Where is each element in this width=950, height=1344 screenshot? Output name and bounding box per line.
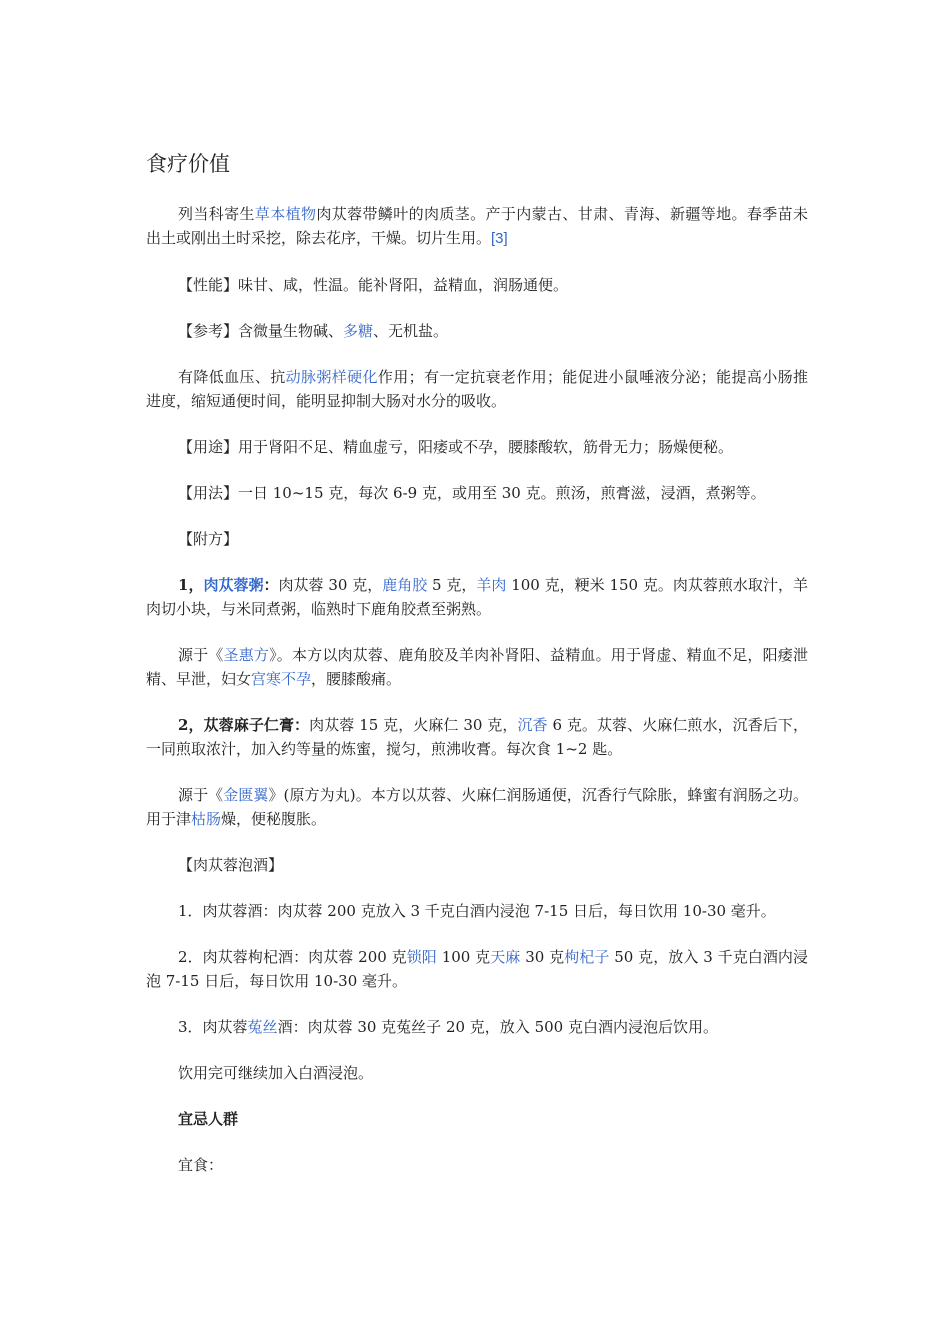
text: ，腰膝酸痛。 [311,670,402,688]
property-paragraph: 【性能】味甘、咸，性温。能补肾阳，益精血，润肠通便。 [178,276,569,294]
link-gastrodia[interactable]: 天麻 [490,948,521,966]
wine-note: 饮用完可继续加入白酒浸泡。 [178,1064,374,1082]
effects-paragraph [146,365,808,413]
link-mutton[interactable]: 羊肉 [476,576,507,594]
wine-heading: 【肉苁蓉泡酒】 [178,856,284,874]
usage-paragraph: 【用途】用于肾阳不足、精血虚亏，阳痿或不孕，腰膝酸软，筋骨无力；肠燥便秘。 [178,438,734,456]
reference-link[interactable]: [3] [491,230,508,247]
suitable-population-heading: 宜忌人群 [178,1110,239,1128]
text: 酒：肉苁蓉 30 克菟丝子 20 克，放入 500 克白酒内浸泡后饮用。 [277,1018,718,1036]
text: 源于《 [178,646,224,664]
text: 肉苁蓉 30 克， [278,576,383,594]
text: 【参考】含微量生物碱、 [178,322,344,340]
wine-recipe-1: 1．肉苁蓉酒：肉苁蓉 200 克放入 3 千克白酒内浸泡 7-15 日后，每日饮用 10-30 毫升。 [178,902,776,920]
reference-paragraph [146,319,808,343]
recipe-2-source [146,783,808,831]
text: 肉苁蓉带鳞叶的肉质茎。产于内蒙古、甘肃、青海、新疆等地。春季苗未出土或刚出土时采挖，除去花序，干燥。切片生用。 [146,205,808,247]
text: 、无机盐。 [373,322,449,340]
text: 3．肉苁蓉 [178,1018,248,1036]
text: 燥，便秘腹胀。 [221,810,327,828]
link-deer-antler-glue[interactable]: 鹿角胶 [382,576,428,594]
text: 列当科寄生 [178,205,255,223]
text: 50 克，放入 3 千克白酒内浸泡 7-15 日后，每日饮用 10-30 毫升。 [146,948,808,990]
link-jinkui-yi[interactable]: 金匮翼 [223,786,269,804]
page-title: 食疗价值 [146,152,230,176]
text: 100 克，粳米 150 克。肉苁蓉煎水取汁，羊肉切小块，与米同煮粥，临熟时下鹿角胶煮至粥熟。 [146,576,808,618]
text: 6 克。苁蓉、火麻仁煎水，沉香后下，一同煎取浓汁，加入约等量的炼蜜，搅匀，煎沸收膏。每次食 1~2 匙。 [146,716,808,758]
wine-recipe-2 [146,945,808,993]
text: 30 克 [520,948,565,966]
prescription-heading: 【附方】 [178,530,239,548]
text: 肉苁蓉 15 克，火麻仁 30 克， [309,716,518,734]
link-cynomorium[interactable]: 锁阳 [406,948,437,966]
intro-paragraph [146,202,808,251]
wine-recipe-3 [146,1015,808,1039]
link-polysaccharide[interactable]: 多糖 [343,322,374,340]
link-dodder[interactable]: 菟丝 [247,1018,278,1036]
text: ： [263,576,279,594]
recipe-number: 1， [178,576,204,594]
text: 有降低血压、抗 [178,368,286,386]
text: 源于《 [178,786,224,804]
text: 》(原方为丸)。本方以苁蓉、火麻仁润肠通便，沉香行气除胀，蜂蜜有润肠之功。用于津 [146,786,808,828]
suitable-food-label: 宜食： [178,1156,224,1174]
text: 作用；有一定抗衰老作用；能促进小鼠唾液分泌；能提高小肠推进度，缩短通便时间，能明显抑制大肠对水分的吸收。 [146,368,808,410]
link-agarwood[interactable]: 沉香 [517,716,548,734]
link-shenghui-fang[interactable]: 圣惠方 [223,646,270,664]
link-uterine-cold-infertility[interactable]: 宫寒不孕 [251,670,312,688]
text: 100 克 [436,948,491,966]
dosage-paragraph: 【用法】一日 10~15 克，每次 6-9 克，或用至 30 克。煎汤，煎膏滋，浸酒，煮粥等。 [178,484,766,502]
text: 》。本方以肉苁蓉、鹿角胶及羊肉补肾阳、益精血。用于肾虚、精血不足，阳痿泄精、早泄，妇女 [146,646,808,688]
recipe-2-paragraph [146,713,808,761]
link-dry-intestine[interactable]: 枯肠 [191,810,222,828]
link-atherosclerosis[interactable]: 动脉粥样硬化 [285,368,378,386]
text: 5 克， [427,576,477,594]
recipe-1-source [146,643,808,691]
link-goji[interactable]: 枸杞子 [564,948,610,966]
recipe-1-paragraph [146,573,808,621]
recipe-title: 2，苁蓉麻子仁膏： [178,716,310,734]
document-page [146,150,808,1199]
link-herbal-plant[interactable]: 草本植物 [254,205,317,223]
link-cistanche-porridge[interactable]: 肉苁蓉粥 [203,576,264,594]
text: 2．肉苁蓉枸杞酒：肉苁蓉 200 克 [178,948,407,966]
